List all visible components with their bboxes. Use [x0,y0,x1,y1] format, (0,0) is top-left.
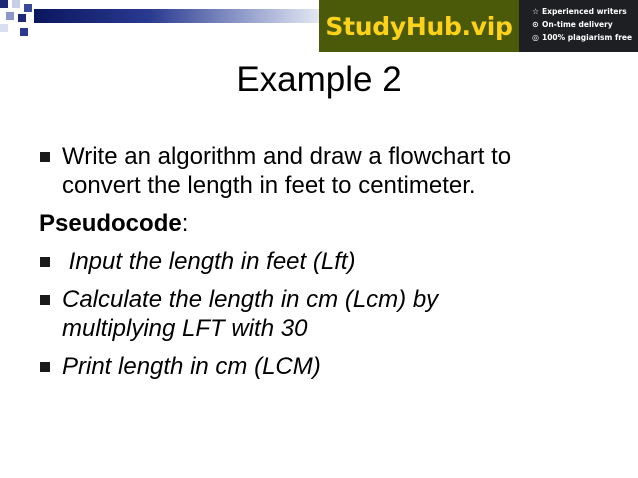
feature-item [532,31,638,44]
banner-brand-area[interactable] [319,0,519,52]
banner-features [519,0,638,52]
star-icon: ☆ [532,7,540,16]
pseudocode-step-continued: multiplying LFT with 30 [62,315,308,342]
bullet-square-icon [40,295,50,305]
brand-logo-text: StudyHub.vip [325,11,513,41]
feature-item [532,5,638,18]
pseudocode-heading [39,210,188,238]
pseudocode-colon: : [181,210,189,237]
bullet-square-icon [40,152,50,162]
pseudocode-step: Print length in cm (LCM) [62,353,321,380]
feature-item [532,18,638,31]
studyhub-banner[interactable] [319,0,638,52]
bullet-text: Write an algorithm and draw a flowchart to [62,143,512,170]
bullet-square-icon [40,362,50,372]
pseudocode-label: Pseudocode [39,210,182,237]
pseudocode-step: Input the length in feet (Lft) [62,248,356,275]
clock-icon: ⊙ [532,20,539,29]
bullet-square-icon [40,257,50,267]
feature-text: Experienced writers [542,7,627,16]
bullet-text-continued: convert the length in feet to centimeter. [62,172,476,199]
badge-icon: ◎ [532,33,539,42]
pseudocode-step: Calculate the length in cm (Lcm) by [62,286,439,313]
feature-text: On-time delivery [542,20,613,29]
feature-text: 100% plagiarism free [542,33,633,42]
slide-title: Example 2 [236,60,402,99]
